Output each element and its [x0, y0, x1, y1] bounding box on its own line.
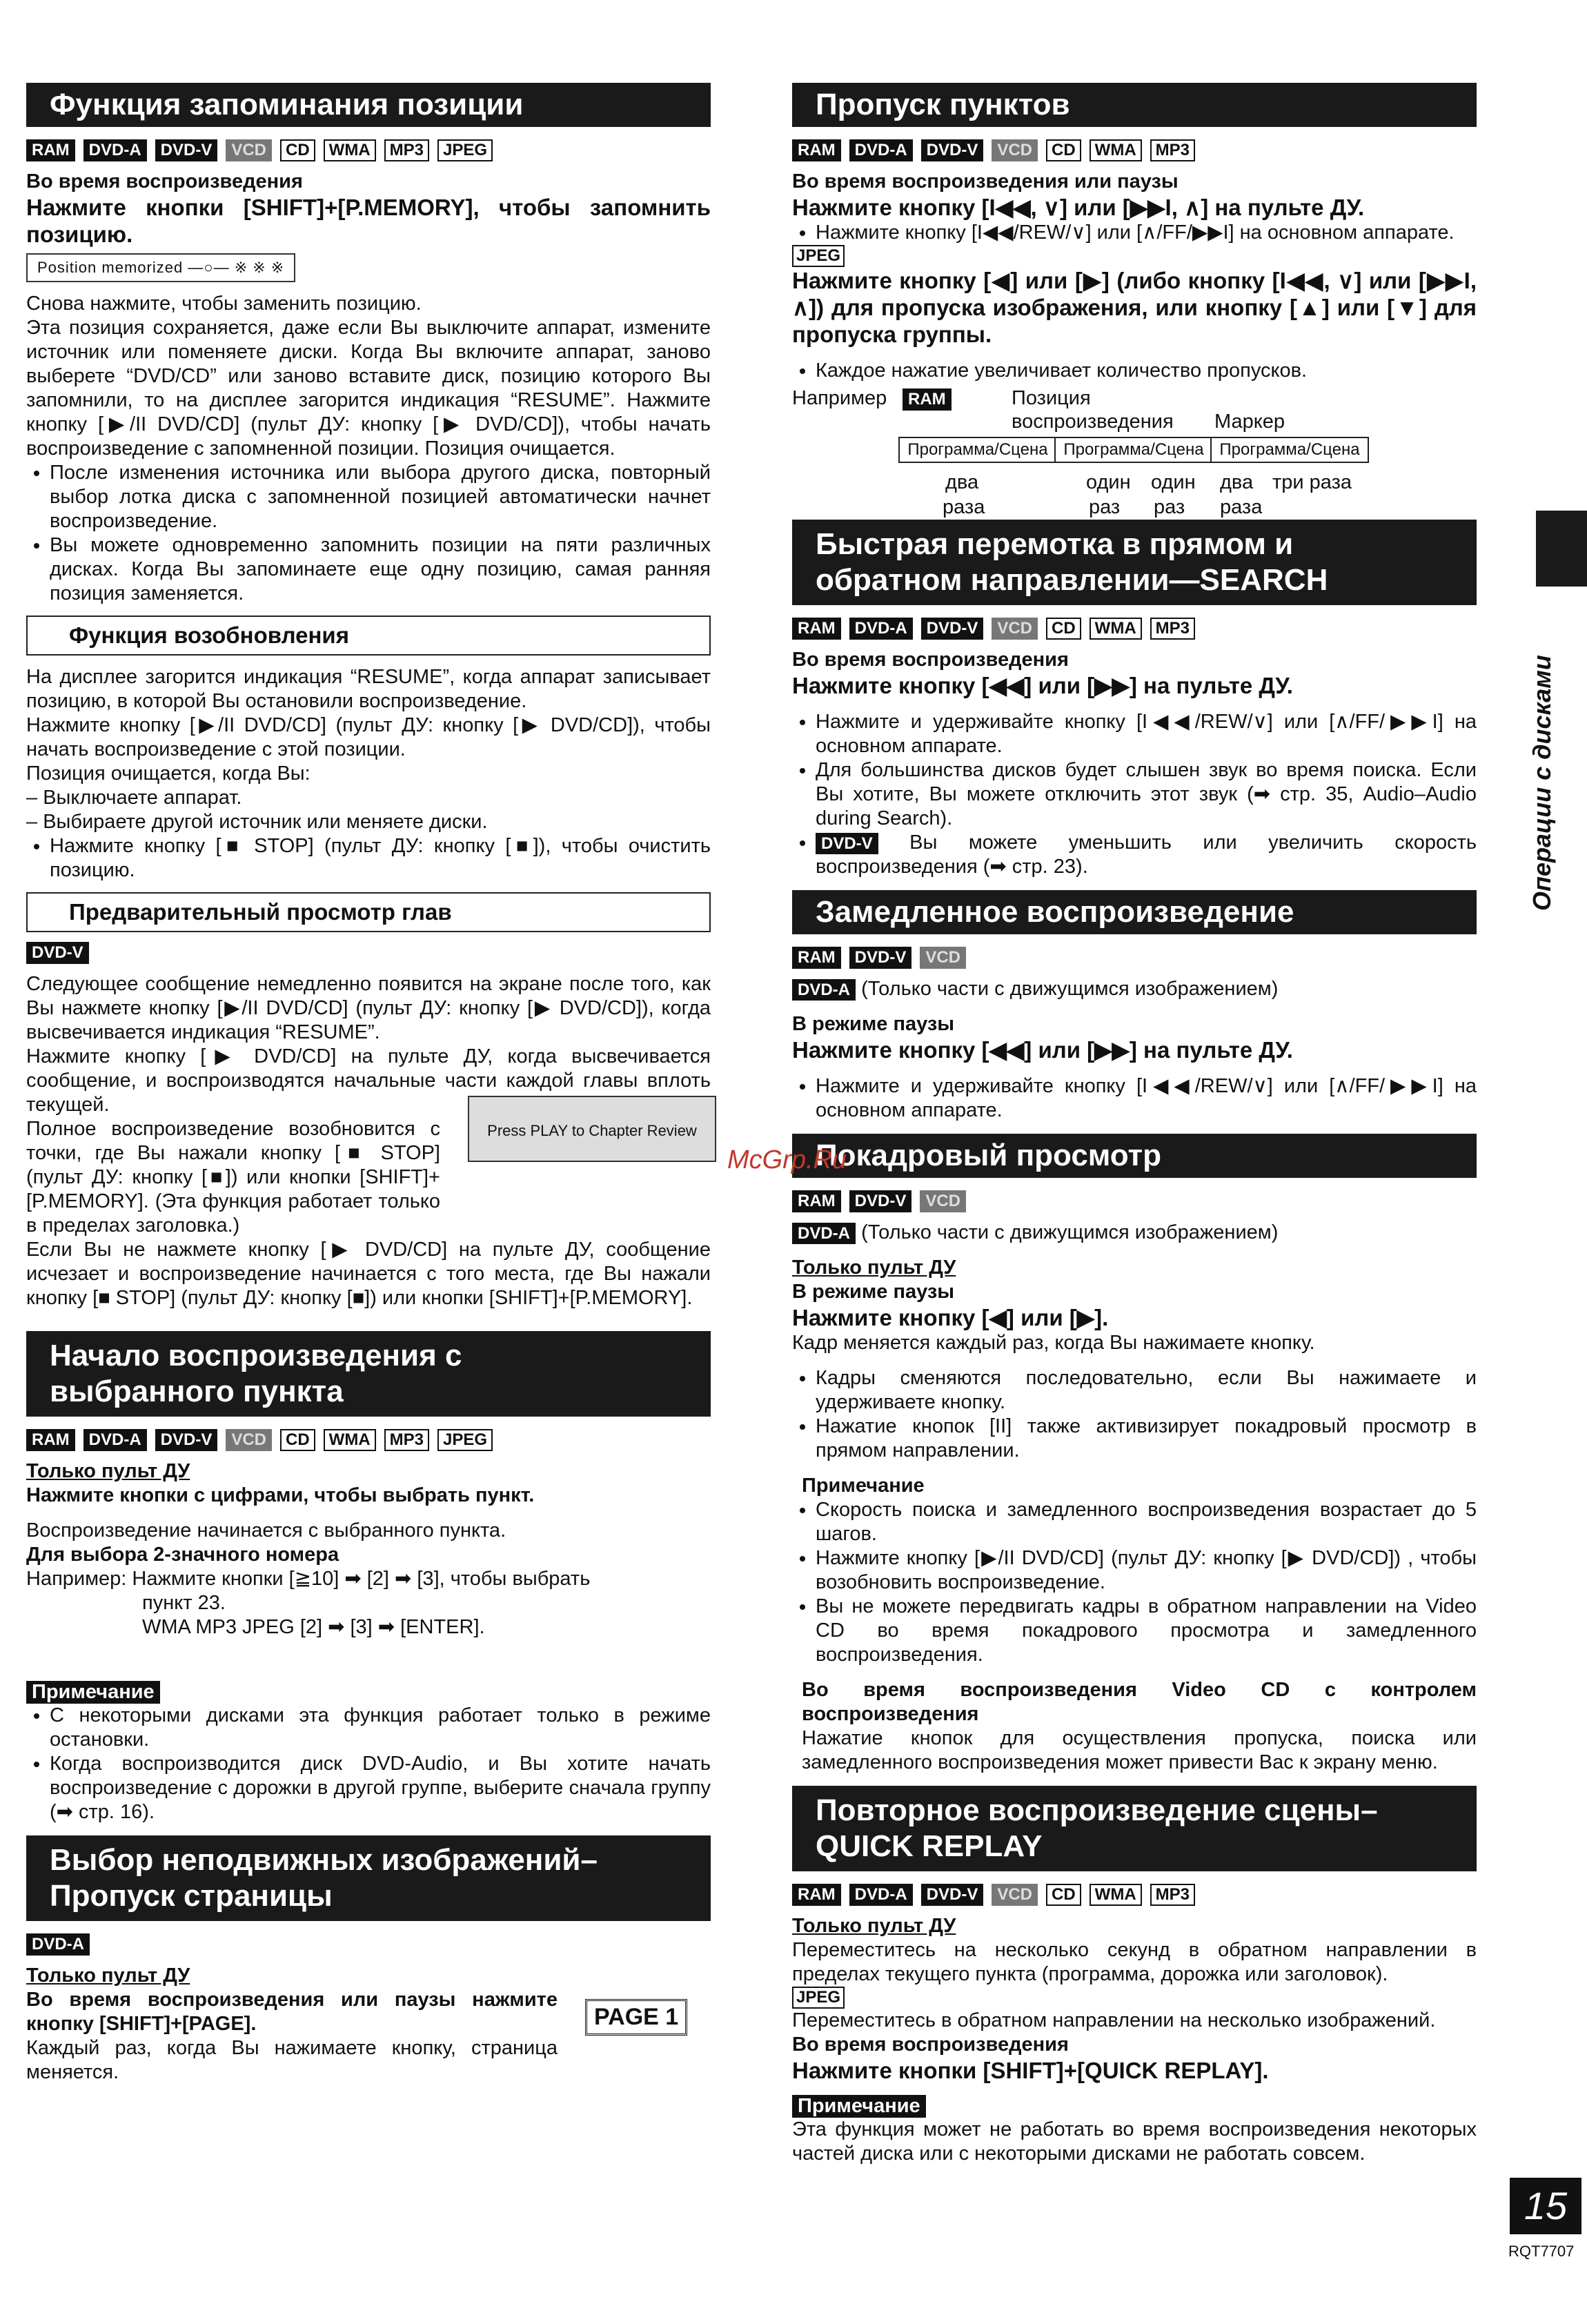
screen-message: [468, 1096, 716, 1162]
condition: Во время воспроизведения: [792, 2034, 1069, 2056]
instruction: Нажмите кнопку [◀◀] или [▶▶] на пульте ДУ.: [792, 673, 1293, 698]
bullet-list: [792, 710, 1477, 879]
badge: DVD-V: [155, 1429, 218, 1451]
side-section-label: Операции с дисками: [1528, 655, 1556, 911]
list-item: • Кадры сменяются последовательно, если Вы нажимаете и удерживаете кнопку.: [816, 1366, 1477, 1415]
count-label: один: [1151, 471, 1196, 493]
badge: DVD-V: [26, 942, 89, 964]
badge: CD: [1046, 139, 1081, 161]
count-unit: раз: [1089, 496, 1121, 518]
note-label: Примечание: [802, 1475, 925, 1497]
badge: RAM: [792, 618, 841, 640]
bullet-list: [792, 359, 1477, 383]
count-label: один: [1086, 471, 1131, 493]
screen-message-text: Press PLAY to Chapter Review: [487, 1122, 697, 1139]
program-segment: Программа/Сцена: [898, 437, 1057, 463]
badge: VCD: [226, 139, 272, 161]
badge: MP3: [1150, 1884, 1195, 1906]
badge: JPEG: [792, 1987, 845, 2009]
badge: RAM: [903, 388, 952, 411]
paragraph: Эта функция может не работать во время воспроизведения некоторых частей диска или с некоторыми дисками не работать совсем.: [792, 2118, 1477, 2165]
badge: WMA: [1090, 139, 1142, 161]
subsection-title: Функция возобновления: [26, 616, 711, 656]
paragraph: Каждый раз, когда Вы нажимаете кнопку, страница меняется.: [26, 2037, 558, 2083]
instruction: Нажмите кнопку [◀◀] или [▶▶] на пульте ДУ.: [792, 1037, 1293, 1063]
bullet-list: [26, 461, 711, 606]
list-item: • Для большинства дисков будет слышен звук во время поиска. Если Вы хотите, Вы можете отключить этот звук (➡ стр. 35, Audio–Audio during Search).: [816, 758, 1477, 831]
title-line: выбранного пункта: [50, 1375, 344, 1408]
subheading: Во время воспроизведения Video CD с контролем воспроизведения: [802, 1679, 1477, 1725]
instruction: Нажмите кнопку [I◀◀, ∨] или [▶▶I, ∧] на пульте ДУ.: [792, 195, 1365, 220]
condition: Во время воспроизведения или паузы: [792, 170, 1179, 193]
instruction: Нажмите кнопку [◀] или [▶].: [792, 1305, 1109, 1330]
note-text: (Только части с движущимся изображением): [861, 978, 1279, 1000]
badge: DVD-V: [155, 139, 218, 161]
remote-only-label: Только пульт ДУ: [792, 1915, 956, 1937]
badge: VCD: [920, 947, 966, 969]
section-title: Покадровый просмотр: [792, 1134, 1477, 1178]
badge: JPEG: [437, 1429, 493, 1451]
badge: RAM: [792, 139, 841, 161]
list-item: • Нажмите и удерживайте кнопку [I◀◀/REW/∨] или [∧/FF/▶▶I] на основном аппарате.: [816, 1074, 1477, 1123]
bullet-list: [792, 221, 1477, 245]
count-label: два: [945, 471, 979, 493]
badge: MP3: [384, 139, 429, 161]
disc-badges: [792, 618, 1477, 640]
remote-only-label: Только пульт ДУ: [792, 1257, 956, 1279]
disc-badges: [792, 1190, 1477, 1212]
badge: MP3: [1150, 618, 1195, 640]
disc-badges: [792, 1884, 1477, 1906]
left-column: [26, 83, 711, 2085]
document-code: RQT7707: [1508, 2243, 1575, 2260]
list-item: • Нажатие кнопок [II] также активизирует покадровый просмотр в прямом направлении.: [816, 1415, 1477, 1463]
disc-badges: [26, 139, 711, 161]
badge: DVD-A: [792, 1223, 856, 1244]
paragraph: Кадр меняется каждый раз, когда Вы нажимаете кнопку.: [792, 1332, 1315, 1354]
section-title: [26, 1835, 711, 1921]
note-label: Примечание: [26, 1681, 160, 1704]
badge: WMA: [324, 1429, 376, 1451]
page-number: 15: [1510, 2178, 1581, 2234]
badge: DVD-A: [849, 1884, 913, 1906]
position-label: Позиция: [1012, 387, 1091, 409]
paragraph: Если Вы не нажмете кнопку [▶ DVD/CD] на пульте ДУ, сообщение исчезает и воспроизведение начинается с того места, где Вы нажали кнопку [■ STOP] (пульт ДУ: кнопку [■]) или кнопки [SHIFT]+[P.MEMORY].: [26, 1239, 711, 1309]
badge: VCD: [920, 1190, 966, 1212]
badge: JPEG: [437, 139, 493, 161]
remote-only-label: Только пульт ДУ: [26, 1460, 190, 1482]
subheading: Для выбора 2-значного номера: [26, 1544, 339, 1566]
example-label: Например: [792, 387, 887, 409]
section-title: Пропуск пунктов: [792, 83, 1477, 127]
instruction: Во время воспроизведения или паузы нажмите кнопку [SHIFT]+[PAGE].: [26, 1989, 558, 2035]
badge: RAM: [26, 139, 75, 161]
badge: MP3: [1150, 139, 1195, 161]
count-unit: раза: [1220, 496, 1263, 518]
instruction: Нажмите кнопки [SHIFT]+[P.MEMORY], чтобы запомнить позицию.: [26, 195, 711, 247]
instruction: Нажмите кнопку [◀] или [▶] (либо кнопку [I◀◀, ∨] или [▶▶I, ∧]) для пропуска изображения, или кнопку [▲] или [▼] для пропуска группы.: [792, 268, 1477, 347]
title-line: Начало воспроизведения с: [50, 1339, 462, 1372]
title-line: QUICK REPLAY: [816, 1829, 1043, 1863]
section-title: [792, 1786, 1477, 1871]
section-title: [26, 1331, 711, 1417]
display-text: Position memorized: [37, 259, 184, 276]
title-line: обратном направлении—SEARCH: [816, 563, 1328, 597]
badge: WMA: [1090, 1884, 1142, 1906]
badge: DVD-V: [849, 947, 912, 969]
paragraph: Нажмите кнопку [▶ DVD/CD] на пульте ДУ, когда высвечивается сообщение, и воспроизводятся начальные части каждой главы вплоть текущей.: [26, 1045, 711, 1116]
badge: RAM: [26, 1429, 75, 1451]
badge: CD: [280, 1429, 315, 1451]
list-item: • Вы можете одновременно запомнить позиции на пяти различных дисках. Когда Вы запоминаете еще одну позицию, самая ранняя позиция заменяется.: [50, 533, 711, 606]
marker-label: Маркер: [1214, 411, 1285, 433]
example-line: пункт 23.: [142, 1592, 226, 1614]
section-title: Функция запоминания позиции: [26, 83, 711, 127]
paragraph: Эта позиция сохраняется, даже если Вы выключите аппарат, измените источник или поменяете диски. Когда Вы включите аппарат, заново выберете “DVD/CD” или заново вставите диск, позицию которого Вы запомнили, то на дисплее загорится индикация “RESUME”. Нажмите кнопку [▶/II DVD/CD] (пульт ДУ: кнопку [▶ DVD/CD]), чтобы начать воспроизведение с запомненной позиции. Позиция очищается.: [26, 317, 711, 460]
disc-badges: [26, 942, 711, 964]
example-line: WMA MP3 JPEG [2] ➡ [3] ➡ [ENTER].: [142, 1616, 485, 1638]
title-line: Повторное воспроизведение сцены–: [816, 1793, 1378, 1827]
badge: DVD-A: [83, 1429, 147, 1451]
badge: VCD: [992, 618, 1038, 640]
count-unit: раз: [1154, 496, 1185, 518]
badge: DVD-A: [792, 979, 856, 1001]
bullet-list: [792, 1074, 1477, 1123]
bullet-list: [792, 1366, 1477, 1463]
title-line: Пропуск страницы: [50, 1879, 333, 1913]
list-item: – Выключаете аппарат.: [26, 786, 711, 810]
badge: VCD: [992, 1884, 1038, 1906]
section-title: [792, 520, 1477, 605]
dash-list: [26, 786, 711, 834]
paragraph: Воспроизведение начинается с выбранного пункта.: [26, 1519, 506, 1542]
paragraph: [792, 1221, 1477, 1245]
badge: MP3: [384, 1429, 429, 1451]
badge: RAM: [792, 1190, 841, 1212]
badge: DVD-V: [921, 1884, 984, 1906]
badge: CD: [1046, 1884, 1081, 1906]
condition: В режиме паузы: [792, 1013, 955, 1035]
instruction: Нажмите кнопки с цифрами, чтобы выбрать пункт.: [26, 1484, 535, 1506]
paragraph: Полное воспроизведение возобновится с точки, где Вы нажали кнопку [■ STOP] (пульт ДУ: кнопку [■]) или кнопки [SHIFT]+[P.MEMORY]. (Эта функция работает только в пределах заголовка.): [26, 1118, 440, 1237]
list-item: [816, 831, 1477, 879]
paragraph: Нажмите кнопку [▶/II DVD/CD] (пульт ДУ: кнопку [▶ DVD/CD]), чтобы начать воспроизведение с этой позиции.: [26, 714, 711, 760]
right-column: [792, 83, 1477, 2166]
paragraph: Снова нажмите, чтобы заменить позицию.: [26, 293, 422, 315]
paragraph: [792, 977, 1477, 1001]
badge: DVD-V: [921, 618, 984, 640]
badge: CD: [280, 139, 315, 161]
program-segment: Программа/Сцена: [1054, 437, 1213, 463]
chapter-review-block: [26, 1045, 711, 1238]
list-item: • С некоторыми дисками эта функция работает только в режиме остановки.: [50, 1704, 711, 1752]
page-display: PAGE 1: [585, 1999, 687, 2036]
badge: DVD-V: [921, 139, 984, 161]
watermark: McGrp.Ru: [727, 1145, 847, 1174]
badge: DVD-V: [816, 833, 878, 854]
list-item: • Нажмите и удерживайте кнопку [I◀◀/REW/∨] или [∧/FF/▶▶I] на основном аппарате.: [816, 710, 1477, 758]
count-unit: раза: [943, 496, 985, 518]
paragraph: Позиция очищается, когда Вы:: [26, 762, 310, 785]
badge: JPEG: [792, 245, 845, 267]
list-item: • Скорость поиска и замедленного воспроизведения возрастает до 5 шагов.: [816, 1498, 1477, 1546]
condition: В режиме паузы: [792, 1281, 955, 1303]
badge: WMA: [324, 139, 376, 161]
disc-badges: [792, 947, 1477, 969]
list-item: – Выбираете другой источник или меняете диски.: [26, 810, 711, 834]
count-label: два: [1220, 471, 1254, 493]
badge: DVD-A: [83, 139, 147, 161]
disc-badges: [792, 139, 1477, 161]
list-item: • Когда воспроизводится диск DVD-Audio, и Вы хотите начать воспроизведение с дорожки в другой группе, выберите сначала группу (➡ стр. 16).: [50, 1752, 711, 1824]
subsection-title: Предварительный просмотр глав: [26, 892, 711, 932]
section-title: Замедленное воспроизведение: [792, 890, 1477, 934]
paragraph: Переместитесь на несколько секунд в обратном направлении в пределах текущего пункта (программа, дорожка или заголовок).: [792, 1939, 1477, 1985]
paragraph: Переместитесь в обратном направлении на несколько изображений.: [792, 2009, 1436, 2031]
instruction: Нажмите кнопки [SHIFT]+[QUICK REPLAY].: [792, 2058, 1269, 2083]
note-label: Примечание: [792, 2095, 926, 2118]
list-item: • После изменения источника или выбора другого диска, повторный выбор лотка диска с запомненной позицией автоматически начнет воспроизведение.: [50, 461, 711, 533]
remote-only-label: Только пульт ДУ: [26, 1964, 190, 1987]
list-item: • Вы не можете передвигать кадры в обратном направлении на Video CD во время покадрового просмотра и замедленного воспроизведения.: [816, 1595, 1477, 1667]
list-item: • Нажмите кнопку [▶/II DVD/CD] (пульт ДУ: кнопку [▶ DVD/CD]) , чтобы возобновить воспроизведение.: [816, 1546, 1477, 1595]
badge: VCD: [992, 139, 1038, 161]
badge: WMA: [1090, 618, 1142, 640]
badge: DVD-A: [849, 139, 913, 161]
example-line: Например: Нажмите кнопки [≧10] ➡ [2] ➡ [3], чтобы выбрать: [26, 1568, 591, 1590]
note-list: [26, 1704, 711, 1824]
disc-badges: [26, 1429, 711, 1451]
badge: CD: [1046, 618, 1081, 640]
list-item: • Каждое нажатие увеличивает количество пропусков.: [816, 359, 1477, 383]
page-skip-block: [26, 1988, 711, 2085]
note-list: [792, 1498, 1477, 1667]
count-units: [792, 496, 1477, 520]
count-label: три раза: [1272, 471, 1352, 493]
note-text: (Только части с движущимся изображением): [861, 1221, 1279, 1243]
badge: RAM: [792, 947, 841, 969]
display-indicator: Position memorized —○— ※ ※ ※: [26, 253, 295, 282]
disc-badges: [26, 1933, 711, 1956]
list-item-text: Вы можете уменьшить или увеличить скорость воспроизведения (➡ стр. 23).: [816, 831, 1477, 878]
position-label: воспроизведения: [1012, 411, 1174, 433]
list-item: • Нажмите кнопку [I◀◀/REW/∨] или [∧/FF/▶▶I] на основном аппарате.: [816, 221, 1477, 245]
paragraph: Нажатие кнопок для осуществления пропуска, поиска или замедленного воспроизведения может привести Вас к экрану меню.: [802, 1727, 1477, 1773]
list-item: • Нажмите кнопку [■ STOP] (пульт ДУ: кнопку [■]), чтобы очистить позицию.: [50, 834, 711, 883]
badge: DVD-V: [849, 1190, 912, 1212]
condition: Во время воспроизведения: [792, 649, 1069, 671]
paragraph: На дисплее загорится индикация “RESUME”, когда аппарат записывает позицию, в которой Вы остановили воспроизведение.: [26, 666, 711, 712]
badge: DVD-A: [26, 1933, 90, 1956]
badge: DVD-A: [849, 618, 913, 640]
badge: VCD: [226, 1429, 272, 1451]
program-segment: Программа/Сцена: [1210, 437, 1369, 463]
paragraph: Следующее сообщение немедленно появится на экране после того, как Вы нажмете кнопку [▶/II DVD/CD] (пульт ДУ: кнопку [▶ DVD/CD]), когда высвечивается индикация “RESUME”.: [26, 973, 711, 1043]
title-line: Быстрая перемотка в прямом и: [816, 527, 1294, 561]
condition: Во время воспроизведения: [26, 170, 303, 193]
bullet-list: [26, 834, 711, 883]
skip-diagram: [792, 387, 1477, 498]
badge: RAM: [792, 1884, 841, 1906]
title-line: Выбор неподвижных изображений–: [50, 1843, 598, 1877]
